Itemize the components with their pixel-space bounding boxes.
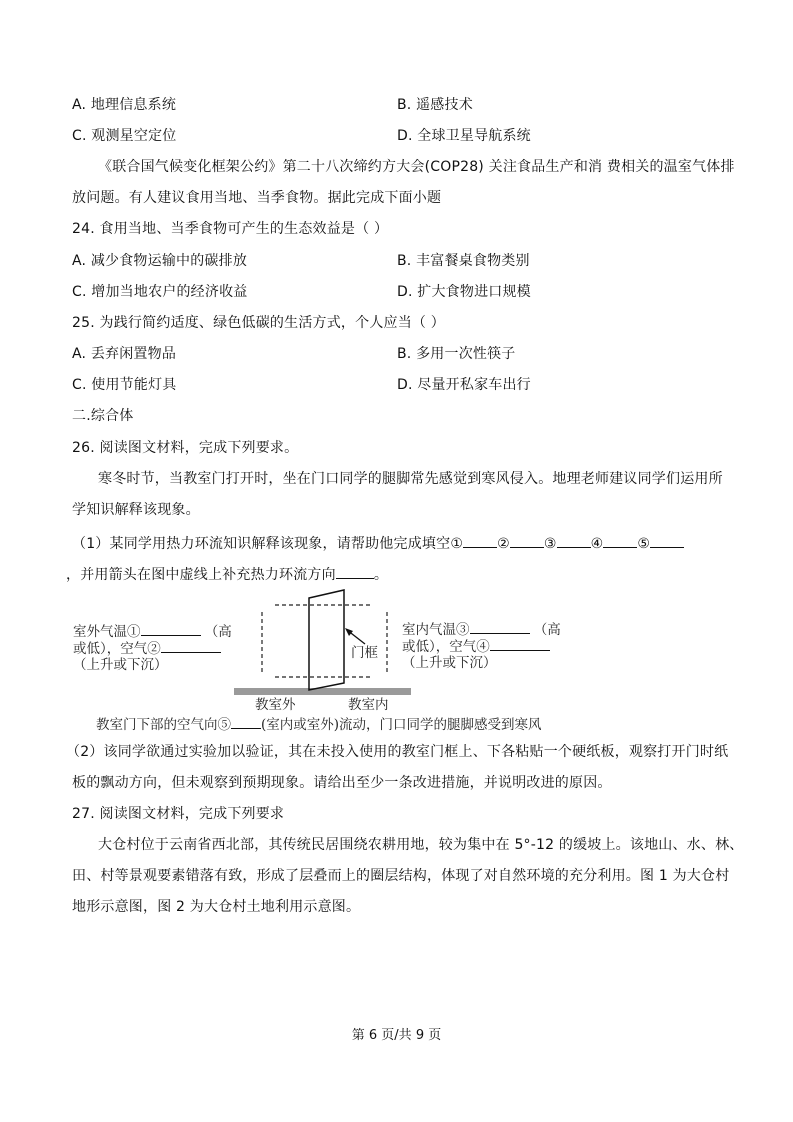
q26-stem: 26. 阅读图文材料，完成下列要求。 (72, 440, 299, 456)
section-title: 二.综合体 (72, 408, 134, 424)
q24-option-a: A. 减少食物运输中的碳排放 (72, 253, 248, 269)
outside-air-text: 或低），空气② (73, 641, 161, 657)
q26-sub1-text: （1）某同学用热力环流知识解释该现象，请帮助他完成填空 (72, 536, 451, 552)
q26-sub1-line2-text: ，并用箭头在图中虚线上补充热力环流方向 (66, 567, 336, 583)
fill-blank-3[interactable] (557, 533, 591, 548)
q27-paragraph-line1: 大仓村位于云南省西北部，其传统民居围绕农耕用地，较为集中在 5°-12 的缓坡上。该地山、水、林、 (98, 837, 744, 853)
q26-paragraph-line2: 学知识解释该现象。 (72, 502, 200, 518)
blank-mark-1: ① (450, 536, 464, 552)
door-frame-label: 门框 (351, 645, 378, 661)
q27-stem: 27. 阅读图文材料，完成下列要求 (72, 806, 285, 822)
q23-option-c: C. 观测星空定位 (72, 128, 177, 144)
cop28-intro-line2: 放问题。有人建议食用当地、当季食物。据此完成下面小题 (72, 190, 442, 206)
q24-option-b: B. 丰富餐桌食物类别 (397, 253, 530, 269)
q24-option-d: D. 扩大食物进口规模 (397, 284, 531, 300)
classroom-inside-label: 教室内 (348, 697, 389, 713)
q24-stem: 24. 食用当地、当季食物可产生的生态效益是（ ） (72, 221, 389, 237)
inside-temp-text: 室内气温③ (402, 622, 470, 638)
q26-sub1-line1 (72, 533, 684, 553)
diagram-blank-4[interactable] (490, 638, 550, 651)
q24-option-c: C. 增加当地农户的经济收益 (72, 284, 248, 300)
diagram-blank-3[interactable] (470, 621, 530, 634)
inside-air-label (402, 638, 550, 656)
outside-air-hint: （上升或下沉） (73, 657, 168, 673)
q25-stem: 25. 为践行简约适度、绿色低碳的生活方式，个人应当（ ） (72, 315, 445, 331)
q26-paragraph-line1: 寒冬时节，当教室门打开时，坐在门口同学的腿脚常先感觉到寒风侵入。地理老师建议同学们运用所 (98, 471, 723, 487)
fill-blank-1[interactable] (463, 533, 497, 548)
q27-paragraph-line2: 田、村等景观要素错落有致，形成了层叠而上的圈层结构，体现了对自然环境的充分利用。图 1 为大仓村 (72, 868, 730, 884)
diagram-blank-1[interactable] (141, 623, 201, 636)
q26-sub2-line1: （2）该同学欲通过实验加以验证，其在未投入使用的教室门框上、下各粘贴一个硬纸板，观察打开门时纸 (66, 744, 729, 760)
q23-option-b: B. 遥感技术 (397, 97, 473, 113)
blank-mark-4: ④ (590, 536, 604, 552)
outside-temp-label (73, 623, 232, 641)
pointer-arrowhead-icon (345, 628, 353, 636)
q25-option-a: A. 丢弃闲置物品 (72, 346, 177, 362)
fill-blank-5[interactable] (650, 533, 684, 548)
q26-sub1-line2 (66, 564, 388, 584)
classroom-outside-label: 教室外 (255, 697, 296, 713)
q26-sub1-line2-end: 。 (373, 567, 389, 583)
outside-temp-text: 室外气温① (73, 624, 141, 640)
fill-blank-direction[interactable] (336, 564, 374, 579)
q23-option-d: D. 全球卫星导航系统 (397, 128, 531, 144)
thermal-circulation-diagram (60, 585, 580, 735)
cop28-intro-line1: 《联合国气候变化框架公约》第二十八次缔约方大会(COP28) 关注食品生产和消 费相关的温室气体排 (98, 159, 735, 175)
caption-text-post: (室内或室外)流动，门口同学的腿脚感受到寒风 (261, 717, 542, 733)
q25-option-c: C. 使用节能灯具 (72, 377, 177, 393)
page-indicator: 第 6 页/共 9 页 (351, 1028, 442, 1043)
diagram-blank-5[interactable] (231, 716, 261, 729)
q26-sub2-line2: 板的飘动方向，但未观察到预期现象。请给出至少一条改进措施，并说明改进的原因。 (72, 775, 612, 791)
ground-bar (234, 688, 411, 695)
inside-air-text: 或低），空气④ (402, 639, 490, 655)
q25-option-b: B. 多用一次性筷子 (397, 346, 516, 362)
blank-mark-3: ③ (543, 536, 557, 552)
fill-blank-4[interactable] (603, 533, 637, 548)
fill-blank-2[interactable] (510, 533, 544, 548)
outside-temp-hint: （高 (204, 624, 232, 640)
blank-mark-5: ⑤ (637, 536, 651, 552)
q23-option-a: A. 地理信息系统 (72, 97, 177, 113)
diagram-blank-2[interactable] (161, 640, 221, 653)
outside-air-label (73, 640, 221, 658)
inside-temp-label (402, 621, 561, 639)
inside-air-hint: （上升或下沉） (402, 655, 497, 671)
q27-paragraph-line3: 地形示意图，图 2 为大仓村土地利用示意图。 (72, 899, 361, 915)
blank-mark-2: ② (497, 536, 510, 552)
caption-text-pre: 教室门下部的空气向⑤ (96, 717, 231, 733)
inside-temp-hint: （高 (533, 622, 561, 638)
q25-option-d: D. 尽量开私家车出行 (397, 377, 531, 393)
diagram-caption (96, 716, 542, 734)
